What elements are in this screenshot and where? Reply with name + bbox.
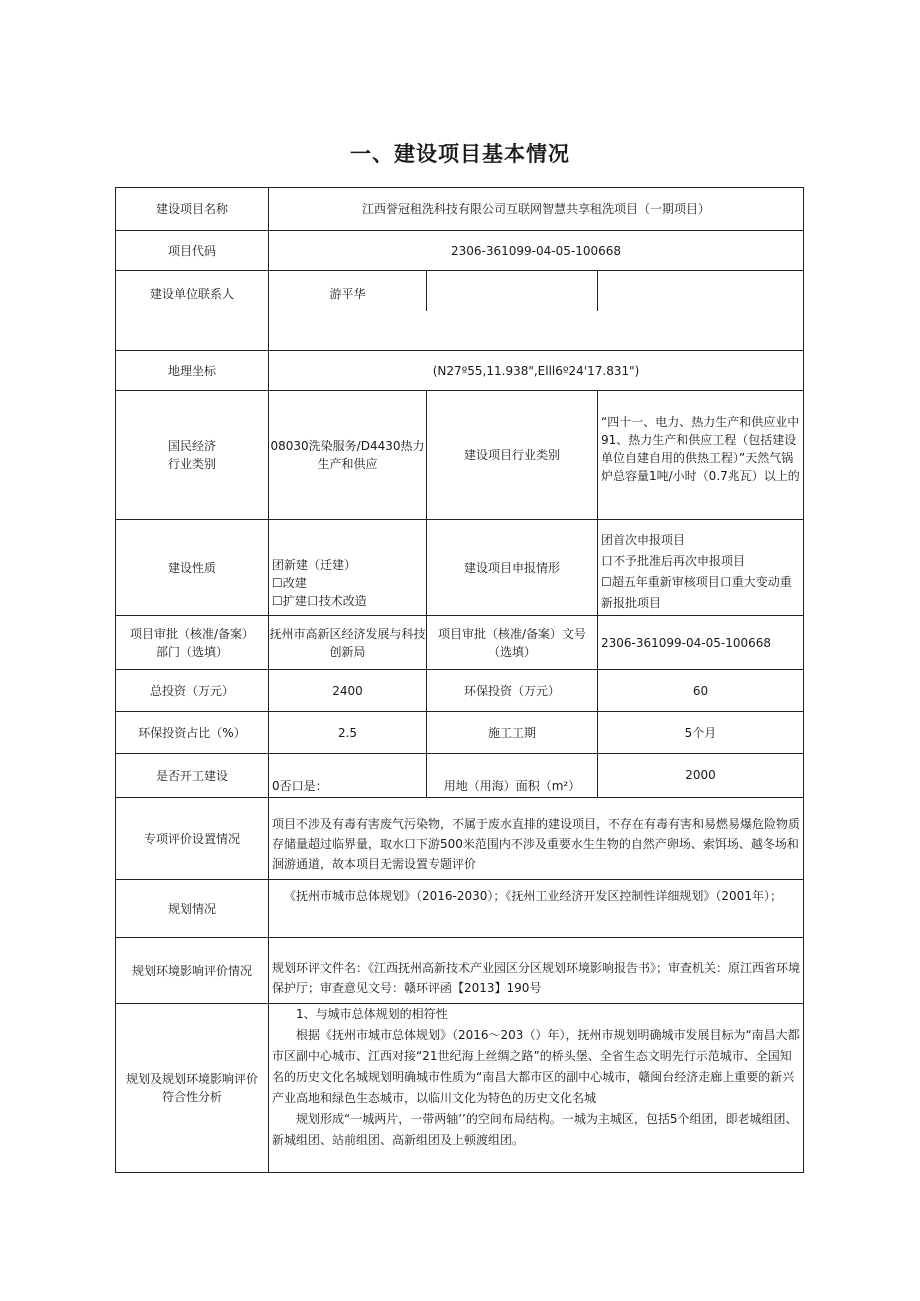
- project-code-label: 项目代码: [116, 231, 269, 271]
- report-type-options: [598, 520, 804, 616]
- report-option-first: 团首次申报项目: [601, 533, 686, 547]
- investment-label: 总投资（万元）: [116, 670, 269, 712]
- industry-label: 国民经济 行业类别: [116, 391, 269, 520]
- conformity-analysis: [269, 1004, 804, 1173]
- nature-option-new: 团新建（迁建）: [272, 558, 357, 572]
- approval-doc-label: 项目审批（核准/备案）文号 （选填）: [427, 616, 598, 670]
- planning-value: 《抚州市城市总体规划》（2016-2030）；《抚州工业经济开发区控制性详细规划》（2001年）；: [269, 880, 804, 938]
- investment-value: 2400: [269, 670, 427, 712]
- conformity-paragraph-1: 根据《抚州市城市总体规划》（2016～203（）年），抚州市规划明确城市发展目标为“南昌大都市区副中心城市、江西对接“21世纪海上丝绸之路”的桥头堡、全省生态文明先行示范城市、全国知名的历史文化名城规划明确城市性质为“南昌大都市区的副中心城市，赣闽台经济走廊上重要的新兴产业高地和绿色生态城市，以临川文化为特色的历史文化名城: [272, 1028, 800, 1105]
- contact-area: [269, 271, 804, 351]
- conformity-paragraph-2: 规划形成“一城两片，一带两轴’’的空间布局结构。一城为主城区，包括5个组团，即老城组团、新城组团、站前组团、高新组团及上顿渡组团。: [272, 1112, 798, 1147]
- contact-name: 游平华: [269, 271, 427, 311]
- project-name-value: 江西誉冠租洗科技有限公司互联网智慧共享租洗项目（一期项目）: [269, 188, 804, 231]
- industry-category-label: 建设项目行业类别: [427, 391, 598, 520]
- project-code-value: 2306-361099-04-05-100668: [269, 231, 804, 271]
- nature-option-expand: ☐扩建口技术改造: [272, 594, 367, 608]
- period-label: 施工工期: [427, 712, 598, 754]
- planning-label: 规划情况: [116, 880, 269, 938]
- period-value: 5个月: [598, 712, 804, 754]
- contact-label: 建设单位联系人: [116, 271, 269, 351]
- project-info-table: [115, 187, 804, 1173]
- industry-category-value: “四十一、电力、热力生产和供应业中91、热力生产和供应工程（包括建设单位自建自用的供热工程）”天然气锅炉总容量1吨/小时（0.7兆瓦）以上的: [598, 391, 804, 520]
- approval-doc-value: 2306-361099-04-05-100668: [598, 616, 804, 670]
- geo-label: 地理坐标: [116, 351, 269, 391]
- conformity-heading: 1、与城市总体规划的相符性: [296, 1007, 448, 1021]
- report-option-review: ☐超五年重新审核项目口重大变动重新报批项目: [601, 575, 792, 610]
- started-label: 是否开工建设: [116, 754, 269, 798]
- conformity-label: 规划及规划环境影响评价 符合性分析: [116, 1004, 269, 1173]
- land-area-value: 2000: [598, 754, 804, 798]
- contact-phone-blank: [427, 271, 598, 311]
- project-name-label: 建设项目名称: [116, 188, 269, 231]
- started-value: 0否口是：: [269, 754, 427, 798]
- page-title: 一、建设项目基本情况: [350, 142, 570, 166]
- nature-label: 建设性质: [116, 520, 269, 616]
- approval-dept-label: 项目审批（核准/备案） 部门（选填）: [116, 616, 269, 670]
- planning-eia-value: 规划环评文件名：《江西抚州高新技术产业园区分区规划环境影响报告书》；审查机关：原江西省环境保护厅；审查意见文号：赣环评函【2013】190号: [269, 938, 804, 1004]
- nature-option-rebuild: ☐改建: [272, 576, 307, 590]
- planning-eia-label: 规划环境影响评价情况: [116, 938, 269, 1004]
- ratio-value: 2.5: [269, 712, 427, 754]
- special-eval-value: 项目不涉及有毒有害废气污染物，不属于废水直排的建设项目，不存在有毒有害和易燃易爆危险物质存储量超过临界量，取水口下游500米范围内不涉及重要水生生物的自然产卵场、索饵场、越冬场和洄游通道，故本项目无需设置专题评价: [269, 798, 804, 880]
- industry-value: 08030洗染服务/D4430热力生产和供应: [269, 391, 427, 520]
- approval-dept-value: 抚州市高新区经济发展与科技创新局: [269, 616, 427, 670]
- geo-value: (N27º55,11.938",Elll6º24'17.831"): [269, 351, 804, 391]
- env-investment-value: 60: [598, 670, 804, 712]
- report-option-resubmit: 口不予批准后再次申报项目: [601, 554, 746, 568]
- special-eval-label: 专项评价设置情况: [116, 798, 269, 880]
- nature-options: [269, 520, 427, 616]
- env-investment-label: 环保投资（万元）: [427, 670, 598, 712]
- ratio-label: 环保投资占比（%）: [116, 712, 269, 754]
- land-area-label: 用地（用海）面积（m²）: [427, 754, 598, 798]
- report-type-label: 建设项目申报情形: [427, 520, 598, 616]
